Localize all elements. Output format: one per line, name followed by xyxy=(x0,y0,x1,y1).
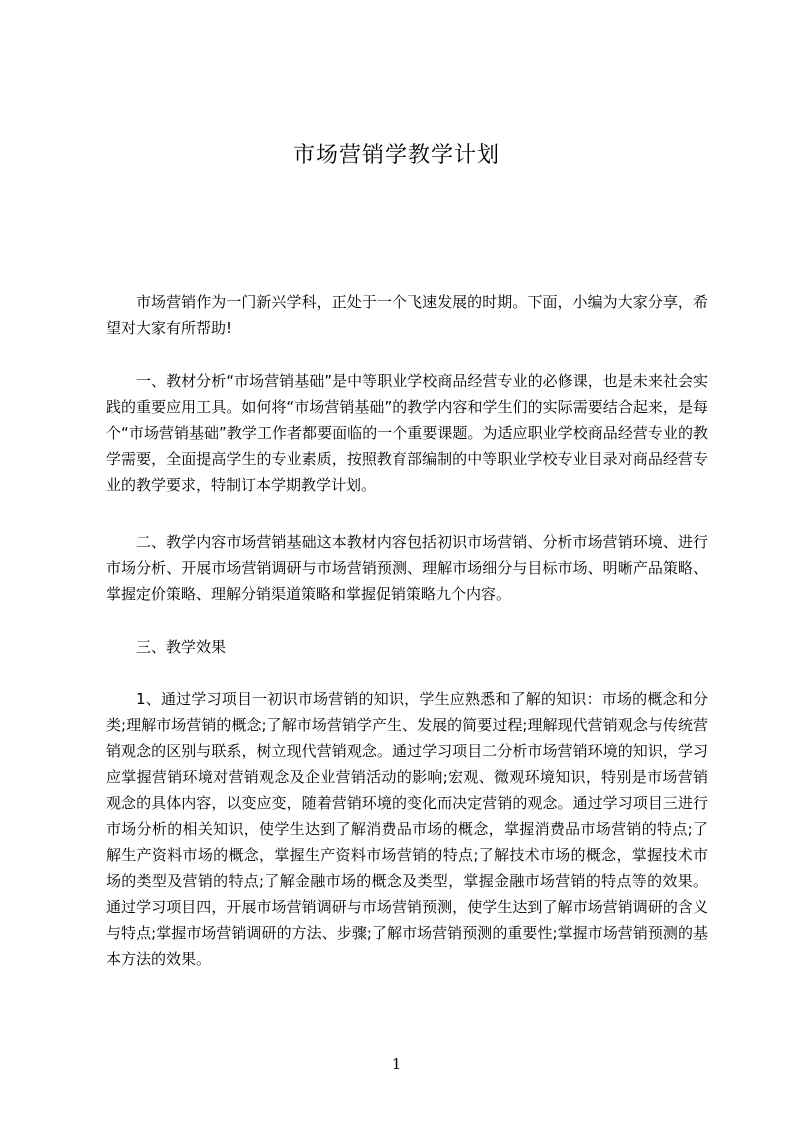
section-3-item-1-paragraph: 1、通过学习项目一初识市场营销的知识，学生应熟悉和了解的知识：市场的概念和分类;理解市场营销的概念;了解市场营销学产生、发展的简要过程;理解现代营销观念与传统营销观念的区别与联系，树立现代营销观念。通过学习项目二分析市场营销环境的知识，学习应掌握营销环境对营销观念及企业营销活动的影响;宏观、微观环境知识，特别是市场营销观念的具体内容，以变应变，随着营销环境的变化而决定营销的观念。通过学习项目三进行市场分析的相关知识，使学生达到了解消费品市场的概念，掌握消费品市场营销的特点;了解生产资料市场的概念，掌握生产资料市场营销的特点;了解技术市场的概念，掌握技术市场的类型及营销的特点;了解金融市场的概念及类型，掌握金融市场营销的特点等的效果。通过学习项目四，开展市场营销调研与市场营销预测，使学生达到了解市场营销调研的含义与特点;掌握市场营销调研的方法、步骤;了解市场营销预测的重要性;掌握市场营销预测的基本方法的效果。 xyxy=(106,690,708,968)
document-title: 市场营销学教学计划 xyxy=(292,143,500,168)
page-number: 1 xyxy=(391,1055,402,1073)
intro-paragraph: 市场营销作为一门新兴学科，正处于一个飞速发展的时期。下面，小编为大家分享，希望对大家有所帮助! xyxy=(106,293,708,337)
section-2-paragraph: 二、教学内容市场营销基础这本教材内容包括初识市场营销、分析市场营销环境、进行市场分析、开展市场营销调研与市场营销预测、理解市场细分与目标市场、明晰产品策略、掌握定价策略、理解分销渠道策略和掌握促销策略九个内容。 xyxy=(106,533,708,603)
section-1-paragraph: 一、教材分析“市场营销基础”是中等职业学校商品经营专业的必修课，也是未来社会实践的重要应用工具。如何将“市场营销基础”的教学内容和学生们的实际需要结合起来，是每个“市场营销基础”教学工作者都要面临的一个重要课题。为适应职业学校商品经营专业的教学需要，全面提高学生的专业素质，按照教育部编制的中等职业学校专业目录对商品经营专业的教学要求，特制订本学期教学计划。 xyxy=(106,372,708,494)
section-3-heading: 三、教学效果 xyxy=(136,638,227,656)
